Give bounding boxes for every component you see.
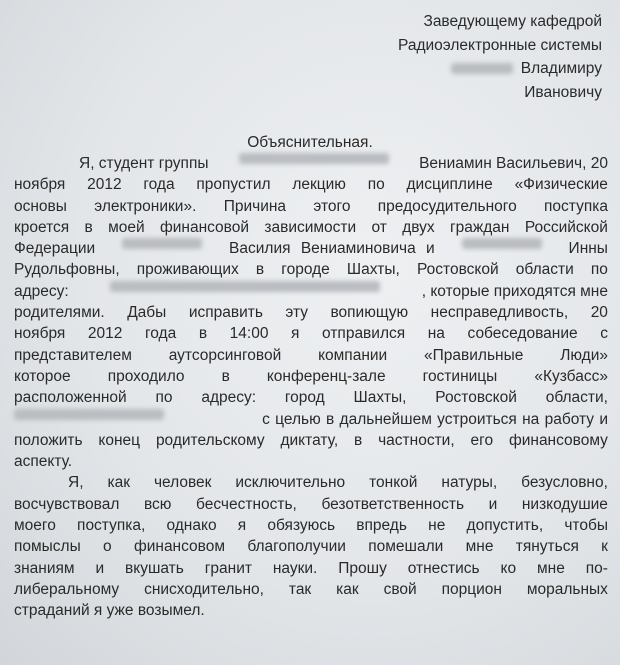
word: конец bbox=[98, 431, 141, 449]
word: как bbox=[336, 580, 359, 598]
body-line-22 bbox=[14, 600, 608, 621]
word: о bbox=[103, 538, 112, 556]
word: снисходительно, bbox=[144, 580, 264, 598]
word: исключительно bbox=[235, 474, 346, 492]
body-line-13 bbox=[14, 409, 608, 430]
word: ноября bbox=[14, 325, 66, 343]
word: в bbox=[198, 325, 208, 343]
word: финансовой bbox=[159, 218, 250, 236]
word: расположенной bbox=[14, 389, 127, 407]
word: либеральному bbox=[14, 580, 120, 598]
word: тянуться bbox=[515, 538, 579, 556]
body-line-17 bbox=[14, 494, 608, 515]
word: благополучии bbox=[247, 538, 346, 556]
word: родительскому bbox=[155, 431, 265, 449]
word: допустить, bbox=[466, 517, 544, 535]
word: положить bbox=[14, 431, 83, 449]
body-line-12 bbox=[14, 387, 608, 408]
text: , которые приходятся мне bbox=[421, 282, 608, 300]
word: чтобы bbox=[564, 517, 608, 535]
text: адресу: bbox=[14, 282, 69, 300]
word: человек bbox=[153, 474, 212, 492]
word: зависимости bbox=[264, 218, 357, 236]
word: аутсорсинговой bbox=[168, 346, 282, 364]
text: Василия Вениаминовича и bbox=[229, 240, 435, 258]
word: пропустил bbox=[196, 176, 271, 194]
word: финансовом bbox=[133, 538, 226, 556]
word: знаниям bbox=[14, 559, 75, 577]
word: в bbox=[84, 218, 93, 236]
word: частности, bbox=[378, 431, 455, 449]
word: Российской bbox=[524, 218, 608, 236]
word: помыслы bbox=[14, 538, 81, 556]
word: ноября bbox=[14, 176, 66, 194]
word: года bbox=[144, 325, 177, 343]
word: области, bbox=[545, 389, 608, 407]
word: представителем bbox=[14, 346, 132, 364]
word: тонкой bbox=[369, 474, 418, 492]
word: город bbox=[284, 389, 325, 407]
word: на bbox=[427, 325, 445, 343]
word: «Правильные bbox=[424, 346, 524, 364]
word: как bbox=[107, 474, 130, 492]
text: Вениамин Васильевич, 20 bbox=[419, 155, 608, 172]
word: не bbox=[428, 517, 446, 535]
word: и bbox=[95, 559, 105, 577]
word: в bbox=[221, 367, 230, 385]
redacted-address bbox=[14, 409, 164, 420]
word: адресу: bbox=[201, 389, 257, 407]
word: этого bbox=[313, 197, 351, 215]
word: родителями. bbox=[14, 304, 105, 322]
word: лекцию bbox=[292, 176, 346, 194]
word: по bbox=[155, 389, 173, 407]
word: его bbox=[470, 431, 494, 449]
text: аспекту. bbox=[14, 453, 73, 471]
word: предосудительного bbox=[377, 197, 517, 215]
body-line-1 bbox=[14, 153, 608, 174]
addressee-block bbox=[398, 10, 602, 104]
word: Прошу bbox=[338, 559, 387, 577]
body-line-4 bbox=[14, 217, 608, 238]
word: я bbox=[237, 517, 247, 535]
word: дисциплине bbox=[406, 176, 493, 194]
redacted-surname bbox=[462, 238, 542, 249]
word: граждан bbox=[450, 218, 510, 236]
word: гостиницы bbox=[422, 367, 498, 385]
body-line-11 bbox=[14, 366, 608, 387]
word: бесчестность, bbox=[196, 495, 297, 513]
text: Я, студент группы bbox=[79, 155, 209, 172]
document-title: Объяснительная. bbox=[247, 134, 373, 151]
word: 2012 bbox=[87, 176, 122, 194]
word: Люди» bbox=[560, 346, 608, 364]
text: с целью в дальнейшем устроиться на работу и bbox=[262, 410, 608, 428]
redacted-group bbox=[239, 153, 389, 164]
word: с bbox=[600, 325, 608, 343]
word: 20 bbox=[590, 304, 608, 322]
word: в bbox=[255, 261, 265, 279]
word: «Физические bbox=[514, 176, 608, 194]
redacted-address bbox=[110, 281, 380, 292]
word: двух bbox=[402, 218, 435, 236]
body-line-3 bbox=[14, 196, 608, 217]
word: которое bbox=[14, 367, 71, 385]
word: несправедливость, bbox=[430, 304, 569, 322]
word: низкодушие bbox=[521, 495, 608, 513]
body-line-8 bbox=[14, 302, 608, 323]
word: вкушать bbox=[125, 559, 184, 577]
word: гранит bbox=[204, 559, 252, 577]
body-line-9 bbox=[14, 323, 608, 344]
word: конференц-зале bbox=[266, 367, 386, 385]
word: финансовому bbox=[508, 431, 608, 449]
word: области bbox=[515, 261, 574, 279]
word: отправился bbox=[322, 325, 406, 343]
text: Инны bbox=[568, 240, 608, 258]
word: и bbox=[488, 495, 498, 513]
word: «Кузбасс» bbox=[534, 367, 608, 385]
word: Рудольфовны, bbox=[14, 261, 120, 279]
word: в bbox=[354, 431, 363, 449]
word: восчувствовал bbox=[14, 495, 120, 513]
word: поступка bbox=[544, 197, 608, 215]
word: поступка, bbox=[77, 517, 146, 535]
word: мне bbox=[537, 559, 565, 577]
text: страданий я уже возымел. bbox=[14, 602, 205, 620]
word: я bbox=[291, 325, 300, 343]
word: вопиющую bbox=[330, 304, 409, 322]
word: Причина bbox=[223, 197, 287, 215]
body-line-2 bbox=[14, 174, 608, 195]
addressee-line-3 bbox=[398, 57, 602, 81]
word: от bbox=[371, 218, 387, 236]
body-line-10 bbox=[14, 345, 608, 366]
addressee-line-1: Заведующему кафедрой bbox=[423, 13, 602, 30]
word: порцион bbox=[441, 580, 502, 598]
body-line-15 bbox=[14, 451, 608, 472]
word: моего bbox=[14, 517, 56, 535]
word: по bbox=[367, 176, 385, 194]
word: компании bbox=[318, 346, 388, 364]
word: основы bbox=[14, 197, 67, 215]
addressee-line-4: Ивановичу bbox=[524, 83, 602, 101]
addressee-line-2: Радиоэлектронные системы bbox=[398, 36, 602, 54]
redacted-surname bbox=[122, 238, 202, 249]
letter-body bbox=[14, 153, 608, 622]
word: 14:00 bbox=[229, 325, 269, 343]
word: отнестись bbox=[407, 559, 480, 577]
text: Федерации bbox=[14, 240, 96, 258]
word: моральных bbox=[526, 580, 608, 598]
word: собеседование bbox=[467, 325, 578, 343]
body-line-21 bbox=[14, 579, 608, 600]
word: безусловно, bbox=[521, 474, 608, 492]
word: Ростовской bbox=[435, 389, 517, 407]
addressee-first-name: Владимиру bbox=[520, 60, 602, 77]
word: безответственность bbox=[321, 495, 465, 513]
word: Шахты, bbox=[353, 389, 407, 407]
word: помешали bbox=[368, 538, 444, 556]
word: исправить bbox=[188, 304, 263, 322]
word: всю bbox=[143, 495, 172, 513]
word: диктату, bbox=[280, 431, 339, 449]
word: обязуюсь bbox=[267, 517, 336, 535]
word: Дабы bbox=[127, 304, 167, 322]
word: эту bbox=[285, 304, 308, 322]
body-line-5 bbox=[14, 238, 608, 259]
body-line-20 bbox=[14, 558, 608, 579]
body-line-14 bbox=[14, 430, 608, 451]
body-line-6 bbox=[14, 259, 608, 280]
word: моей bbox=[108, 218, 145, 236]
word: по bbox=[590, 261, 608, 279]
word: года bbox=[143, 176, 175, 194]
word: впредь bbox=[356, 517, 407, 535]
word: городе bbox=[281, 261, 330, 279]
body-line-7 bbox=[14, 281, 608, 302]
word: натуры, bbox=[441, 474, 498, 492]
word: Я, bbox=[68, 474, 84, 492]
word: свой bbox=[383, 580, 417, 598]
word: науки. bbox=[272, 559, 318, 577]
word: ко bbox=[500, 559, 517, 577]
word: так bbox=[288, 580, 312, 598]
body-line-18 bbox=[14, 515, 608, 536]
word: 2012 bbox=[87, 325, 123, 343]
word: проходило bbox=[107, 367, 185, 385]
word: Ростовской bbox=[417, 261, 499, 279]
word: кроется bbox=[14, 218, 70, 236]
word: Шахты, bbox=[346, 261, 400, 279]
word: к bbox=[601, 538, 608, 556]
body-line-16 bbox=[14, 472, 608, 493]
word: однако bbox=[166, 517, 217, 535]
body-line-19 bbox=[14, 536, 608, 557]
word: мне bbox=[465, 538, 494, 556]
word: электроники». bbox=[94, 197, 197, 215]
redacted-surname bbox=[451, 63, 513, 74]
word: проживающих bbox=[136, 261, 239, 279]
word: по- bbox=[585, 559, 608, 577]
